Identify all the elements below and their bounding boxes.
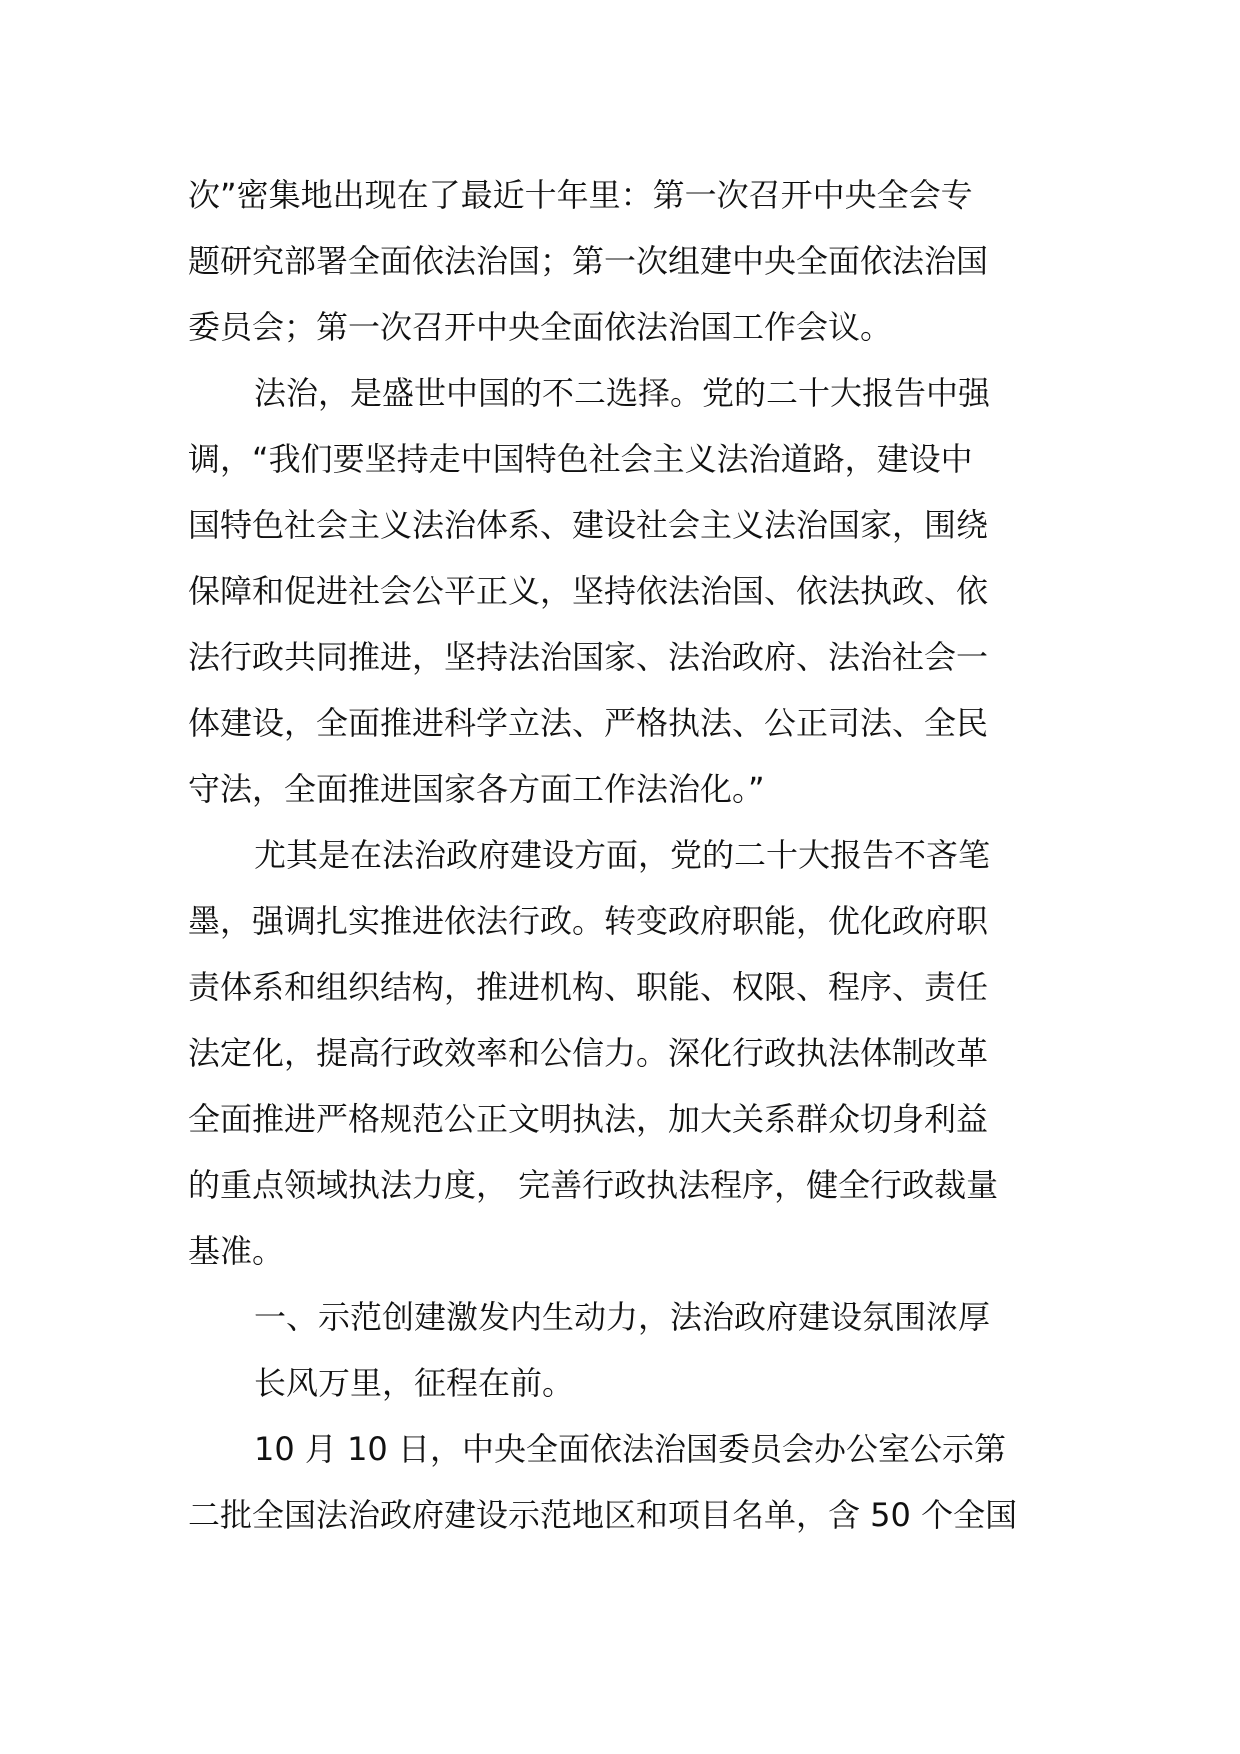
- paragraph-start-line: 尤其是在法治政府建设方面，党的二十大报告不吝笔: [254, 836, 991, 874]
- paragraph-start-line: 10 月 10 日，中央全面依法治国委员会办公室公示第: [254, 1430, 1006, 1468]
- text-line: 二批全国法治政府建设示范地区和项目名单，含 50 个全国: [188, 1496, 1018, 1534]
- text-line: 委员会；第一次召开中央全面依法治国工作会议。: [188, 308, 893, 346]
- text-line: 次”密集地出现在了最近十年里：第一次召开中央全会专: [188, 176, 973, 214]
- text-line: 国特色社会主义法治体系、建设社会主义法治国家，围绕: [188, 506, 989, 544]
- text-line: 题研究部署全面依法治国；第一次组建中央全面依法治国: [188, 242, 989, 280]
- document-body: [188, 162, 1064, 1548]
- text-line: 调，“我们要坚持走中国特色社会主义法治道路，建设中: [188, 440, 973, 478]
- text-line: 责体系和组织结构，推进机构、职能、权限、程序、责任: [188, 968, 989, 1006]
- text-line: 体建设，全面推进科学立法、严格执法、公正司法、全民: [188, 704, 989, 742]
- text-line: 守法，全面推进国家各方面工作法治化。”: [188, 770, 765, 808]
- paragraph-start-line: 法治，是盛世中国的不二选择。党的二十大报告中强: [254, 374, 991, 412]
- text-line: 的重点领域执法力度， 完善行政执法程序，健全行政裁量: [188, 1166, 999, 1204]
- section-heading: 一、示范创建激发内生动力，法治政府建设氛围浓厚: [254, 1298, 991, 1336]
- text-line: 墨，强调扎实推进依法行政。转变政府职能，优化政府职: [188, 902, 989, 940]
- text-line: 基准。: [188, 1232, 285, 1270]
- text-line: 全面推进严格规范公正文明执法，加大关系群众切身利益: [188, 1100, 989, 1138]
- text-line: 法行政共同推进，坚持法治国家、法治政府、法治社会一: [188, 638, 989, 676]
- text-line: 法定化，提高行政效率和公信力。深化行政执法体制改革: [188, 1034, 989, 1072]
- paragraph-start-line: 长风万里，征程在前。: [254, 1364, 575, 1402]
- text-line: 保障和促进社会公平正义，坚持依法治国、依法执政、依: [188, 572, 989, 610]
